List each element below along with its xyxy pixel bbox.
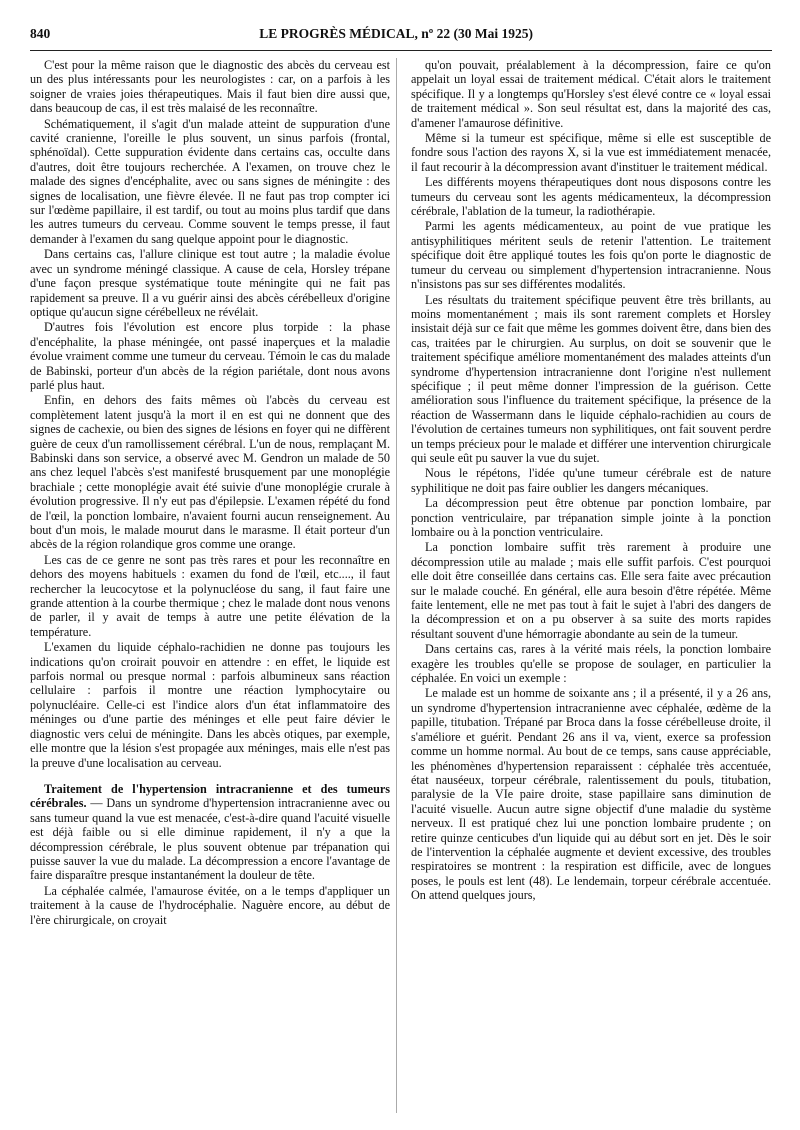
header-rule: [30, 50, 772, 51]
paragraph: La ponction lombaire suffit très rarement à produire une décompression utile au malade ; mais elle suffit parfois. C'est pourquoi elle doit être conseillée dans certains cas. Elle sera faite avec précaution sur le malade couché. En général, elle aura besoin d'être répétée. Même faite lentement, elle ne met pas tout à fait le sujet à l'abri des dangers de la décompression et on a pu observer à sa suite des morts rapides résultant souvent d'une hémorragie abondante au sein de la tumeur.: [411, 540, 771, 641]
paragraph: qu'on pouvait, préalablement à la décompression, faire ce qu'on appelait un loyal essai de traitement médical. C'était alors le traitement spécifique. Il y a longtemps qu'Horsley s'est élevé contre ce « loyal essai de traitement médical ». Son seul résultat est, dans la majorité des cas, d'amener l'amaurose définitive.: [411, 58, 771, 130]
paragraph: Même si la tumeur est spécifique, même si elle est susceptible de fondre sous l'action des rayons X, si la vue est immédiatement menacée, il faut recourir à la décompression avant d'instituer le traitement médical.: [411, 131, 771, 174]
paragraph: Parmi les agents médicamenteux, au point de vue pratique les antisyphilitiques méritent seuls de retenir l'attention. Le traitement spécifique doit être appliqué toutes les fois qu'on porte le diagnostic de tumeur du cerveau ou simplement d'hypertension intracranienne. Nous n'insistons pas sur ses différentes modalités.: [411, 219, 771, 292]
paragraph: Nous le répétons, l'idée qu'une tumeur cérébrale est de nature syphilitique ne doit pas faire oublier les dangers mécaniques.: [411, 466, 771, 495]
paragraph: L'examen du liquide céphalo-rachidien ne donne pas toujours les indications qu'on croirait pouvoir en attendre : en effet, le liquide est parfois normal ou presque normal : parfois albumineux sans réaction cellulaire : parfois il montre une réaction lymphocytaire ou polynucléaire. Celle-ci est l'indice alors d'un état inflammatoire des méninges ou d'une partie des méninges et elle peut faire dévier le diagnostic vers celui de méningite. Dans les abcès otiques, par exemple, elle montre que la lésion s'est propagée aux méninges, mais elle n'est pas la preuve d'une localisation au cerveau.: [30, 640, 390, 770]
paragraph: Les résultats du traitement spécifique peuvent être très brillants, au moins momentanément ; mais ils sont rarement complets et Horsley insistait déjà sur ce fait que même les gommes doivent être, dans bien des cas, traitées par le chirurgien. Au surplus, on doit se souvenir que le traitement spécifique améliore momentanément des malades atteints d'un syndrome d'hypertension intracranienne dont l'origine n'est nullement spécifique ; il peut même donner l'impression de la guérison. Cette amélioration sous l'influence du traitement spécifique, la présence de la réaction de Wassermann dans le liquide céphalo-rachidien au cours de l'évolution de certaines tumeurs non syphilitiques, ont fait souvent perdre un temps précieux pour le malade et différer une intervention chirurgicale qui seule eût pu sauver la vue du sujet.: [411, 292, 771, 465]
paragraph: Dans certains cas, rares à la vérité mais réels, la ponction lombaire exagère les troubles qu'elle se propose de soulager, en particulier la céphalée. En voici un exemple :: [411, 642, 771, 686]
paragraph: La décompression peut être obtenue par ponction lombaire, par ponction ventriculaire, par trépanation simple jointe à la ponction lombaire ou à la ponction ventriculaire.: [411, 496, 771, 539]
section-title: Traitement de l'hypertension intracranienne et des tumeurs cérébrales.: [30, 781, 390, 811]
column-divider: [396, 58, 397, 1113]
page-number: 840: [30, 26, 51, 41]
paragraph: Enfin, en dehors des faits mêmes où l'abcès du cerveau est complètement latent jusqu'à la mort il en est qui ne donnent que des signes de cachexie, ou bien des signes de lésions en foyer qui ne diffèrent guère de ceux d'un ramollissement cérébral. L'un de nous, remplaçant M. Babinski dans son service, a observé avec M. Gendron un malade de 50 ans chez lequel l'abcès s'est manifesté brusquement par une monoplégie brachiale ; cette monoplégie avait été suivie d'une monoplégie crurale à évolution progressive. Il n'y eut pas d'épilepsie. L'examen répété du fond de l'œil, la ponction lombaire, n'avaient fourni aucun renseignement. Au bout d'un mois, le malade mourut dans le marasme. Il était porteur d'un abcès de la région rolandique gros comme une orange.: [30, 393, 390, 552]
paragraph: La céphalée calmée, l'amaurose évitée, on a le temps d'appliquer un traitement à la cause de l'hydrocéphalie. Naguère encore, au début de l'ère chirurgicale, on croyait: [30, 883, 390, 927]
left-column: [30, 58, 390, 1118]
paragraph: Le malade est un homme de soixante ans ; il a présenté, il y a 26 ans, un syndrome d'hypertension intracranienne avec céphalée, œdème de la papille, titubation. Trépané par Broca dans la fosse cérébelleuse droite, il s'améliore et guérit. Pendant 26 ans il va, vient, exerce sa profession comme un homme normal. Au bout de ce temps, sans cause appréciable, les phénomènes d'hypertension reparaissent : céphalée très accentuée, état nauséeux, torpeur cérébrale, ralentissement du pouls, titubation, paralysie de la VIe paire droite, stase papillaire sans diminution de l'acuité visuelle. Aucun autre signe objectif d'une maladie du système nerveux. Il est pratiqué chez lui une ponction lombaire prudente ; on retire quinze centicubes d'un liquide qui au début sort en jet. Dès le soir de l'intervention la céphalée augmente et devient excessive, des troubles respiratoires se montrent : la respiration est difficile, avec de longues poses, le pouls est lent (48). Le lendemain, torpeur cérébrale accentuée. On attend quelques jours,: [411, 686, 771, 903]
paragraph: D'autres fois l'évolution est encore plus torpide : la phase d'encéphalite, la phase méningée, ont passé inaperçues et la maladie évolue vraiment comme une tumeur du cerveau. Témoin le cas du malade de Babinski, porteur d'un abcès de la région pariétale, dont nous avons parlé plus haut.: [30, 320, 390, 392]
right-column: [411, 58, 771, 1118]
paragraph: Dans certains cas, l'allure clinique est tout autre ; la maladie évolue avec un syndrome méningé classique. A cause de cela, Horsley trépane d'une façon presque systématique toute méningite qui ne fait pas rapidement sa preuve. Il a vu guérir ainsi des abcès cérébelleux d'origine optique qu'aucun signe cérébelleux ne révélait.: [30, 247, 390, 319]
page-header: [30, 26, 772, 48]
paragraph: Les cas de ce genre ne sont pas très rares et pour les reconnaître en dehors des moyens habituels : examen du fond de l'œil, etc...., il faut rechercher la leucocytose et la polynucléose du sang, il faut faire une grande attention à la courbe thermique ; chez le malade dont nous venons de parler, il y avait de temps à autre une petite élévation de la température.: [30, 552, 390, 639]
journal-title: LE PROGRÈS MÉDICAL, nº 22 (30 Mai 1925): [259, 26, 533, 41]
paragraph: Schématiquement, il s'agit d'un malade atteint de suppuration d'une cavité cranienne, l'oreille le plus souvent, un sinus parfois (frontal, sphénoïdal). Cette suppuration évidente dans certains cas, occulte dans d'autres, doit être toujours recherchée. A l'examen, on trouve chez le malade des signes d'encéphalite, avec ou sans signes de méningite : des signes de localisation, une fièvre élevée. Il ne faut pas trop compter ici sur l'œdème papillaire, il est tardif, ou tout au moins plus tardif que dans les autres tumeurs du cerveau. Comme souvent le temps presse, il faut demander à l'examen du sang quelque appoint pour le diagnostic.: [30, 116, 390, 246]
section-paragraph: [30, 782, 390, 883]
paragraph: C'est pour la même raison que le diagnostic des abcès du cerveau est un des plus intéressants pour les neurologistes : car, on a parfois à les soigner de vraies joies thérapeutiques. Mais il faut bien dire aussi que, dans beaucoup de cas, il est très malaisé de les reconnaître.: [30, 58, 390, 116]
section-text: — Dans un syndrome d'hypertension intracranienne avec ou sans tumeur quand la vue est menacée, c'est-à-dire quand l'acuité visuelle est déjà faible ou si elle diminue rapidement, il n'y a que la décompression cérébrale, le plus souvent obtenue par trépanation qui puisse sauver la vue du malade. La décompression a encore l'avantage de faire disparaître presque instantanément la douleur de tête.: [30, 796, 390, 883]
paragraph: Les différents moyens thérapeutiques dont nous disposons contre les tumeurs du cerveau sont les agents médicamenteux, la décompression cérébrale, l'ablation de la tumeur, la radiothérapie.: [411, 175, 771, 219]
